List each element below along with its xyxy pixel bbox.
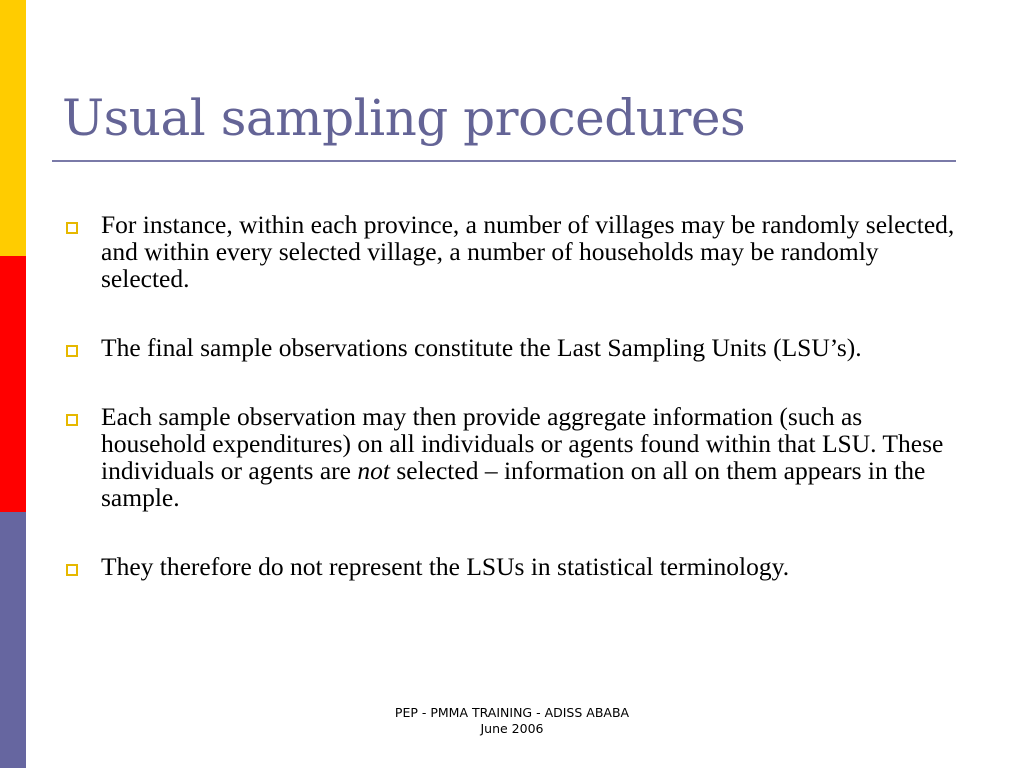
slide-footer bbox=[312, 705, 712, 737]
bullet-text: They therefore do not represent the LSUs in statistical terminology. bbox=[101, 552, 790, 581]
side-bar-red-segment bbox=[0, 256, 26, 512]
slide-title: Usual sampling procedures bbox=[62, 89, 746, 147]
side-bar-yellow-segment bbox=[0, 0, 26, 256]
side-bar-blue-segment bbox=[0, 512, 26, 768]
bullet-item bbox=[62, 403, 962, 511]
bullet-text-before-emphasis: Each sample observation may then provide aggregate information (such as household expenditures) on all individuals or agents found within that LSU. These individuals or agents are bbox=[101, 402, 944, 485]
footer-line-1: PEP - PMMA TRAINING - ADISS ABABA bbox=[394, 705, 630, 720]
square-bullet-icon bbox=[66, 414, 78, 426]
bullet-text: The final sample observations constitute the Last Sampling Units (LSU’s). bbox=[101, 333, 862, 362]
bullet-item bbox=[62, 211, 962, 292]
bullet-text: For instance, within each province, a number of villages may be randomly selected, and within every selected village, a number of households may be randomly selected. bbox=[101, 210, 955, 293]
bullet-item bbox=[62, 553, 962, 580]
bullet-text-after-emphasis: selected – information on all on them appears in the sample. bbox=[101, 456, 926, 512]
square-bullet-icon bbox=[66, 222, 78, 234]
side-color-bar bbox=[0, 0, 26, 768]
footer-line-2: June 2006 bbox=[480, 721, 544, 736]
bullet-item bbox=[62, 334, 962, 361]
square-bullet-icon bbox=[66, 564, 78, 576]
title-underline bbox=[52, 160, 956, 162]
bullet-list bbox=[62, 211, 962, 580]
square-bullet-icon bbox=[66, 345, 78, 357]
bullet-emphasis-not: not bbox=[357, 456, 390, 485]
